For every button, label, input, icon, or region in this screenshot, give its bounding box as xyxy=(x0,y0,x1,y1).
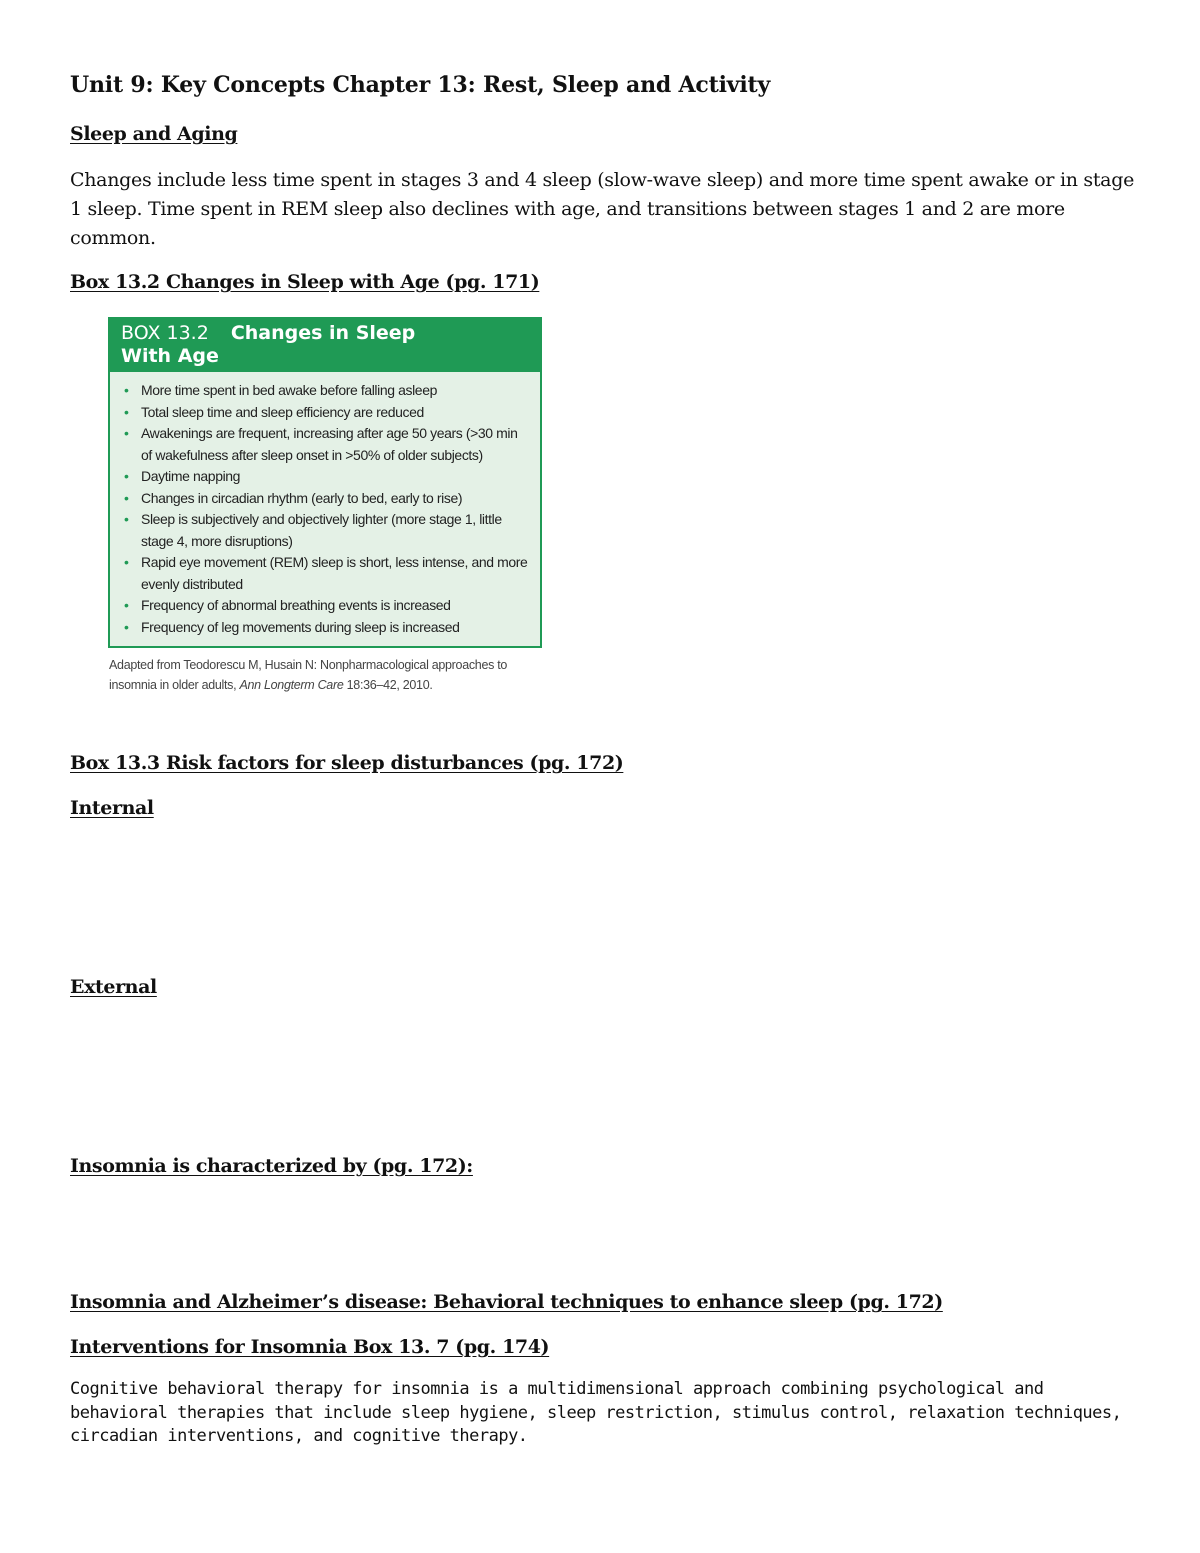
box-list-item-text: Awakenings are frequent, increasing after age 50 years (>30 min of wakefulness after sleep onset in >50% of older subjects) xyxy=(141,425,518,463)
caption-volume: 18:36–42, 2010. xyxy=(343,677,433,692)
sleep-and-aging-paragraph: Changes include less time spent in stages 3 and 4 sleep (slow-wave sleep) and more time spent awake or in stage 1 sleep. Time spent in REM sleep also declines with age, and transitions between stages 1 and 2 are more common. xyxy=(70,169,1135,249)
box-list-item-text: More time spent in bed awake before falling asleep xyxy=(141,382,437,398)
box-list-item-text: Total sleep time and sleep efficiency are reduced xyxy=(141,403,424,420)
heading-external: External xyxy=(70,976,157,998)
box-list-item xyxy=(123,595,530,617)
interventions-paragraph: Cognitive behavioral therapy for insomnia is a multidimensional approach combining psychological and behavioral therapies that include sleep hygiene, sleep restriction, stimulus control, relaxation techniques, circadian interventions, and cognitive therapy. xyxy=(70,1379,1122,1446)
box-list-item xyxy=(123,466,530,488)
heading-interventions: Interventions for Insomnia Box 13. 7 (pg. 174) xyxy=(70,1336,550,1358)
box-list-item-text: Frequency of abnormal breathing events is increased xyxy=(141,597,451,613)
box-list-item-text: Sleep is subjectively and objectively lighter (more stage 1, little stage 4, more disruptions) xyxy=(141,511,502,549)
document-title: Unit 9: Key Concepts Chapter 13: Rest, Sleep and Activity xyxy=(70,72,771,98)
bullet-icon: • xyxy=(124,468,129,484)
box-list-item xyxy=(123,380,530,402)
box-list-item xyxy=(123,552,530,595)
box-list-item-text: Changes in circadian rhythm (early to bed, early to rise) xyxy=(141,489,463,506)
bullet-icon: • xyxy=(124,511,129,527)
box-13-2-list xyxy=(110,372,540,646)
box-list-item xyxy=(123,509,530,552)
bullet-icon: • xyxy=(124,489,129,506)
heading-internal: Internal xyxy=(70,797,154,819)
bullet-icon: • xyxy=(124,554,129,570)
heading-box-13-2: Box 13.2 Changes in Sleep with Age (pg. 171) xyxy=(70,271,540,293)
bullet-icon: • xyxy=(124,425,129,441)
box-13-2-panel xyxy=(108,317,542,648)
bullet-icon: • xyxy=(124,403,129,420)
caption-citation: Adapted from Teodorescu M, Husain N: Nonpharmacological approaches to insomnia in older adults, xyxy=(109,658,508,692)
box-list-item xyxy=(123,423,530,466)
box-list-item-text: Daytime napping xyxy=(141,468,241,484)
bullet-icon: • xyxy=(124,597,129,613)
box-list-item xyxy=(123,402,530,424)
heading-insomnia-alzheimers: Insomnia and Alzheimer’s disease: Behavioral techniques to enhance sleep (pg. 172) xyxy=(70,1291,943,1313)
box-list-item xyxy=(123,617,530,639)
box-13-2-figure xyxy=(108,317,542,695)
caption-journal: Ann Longterm Care xyxy=(239,677,344,692)
box-list-item xyxy=(123,488,530,510)
box-title-line-1: Changes in Sleep xyxy=(230,322,416,344)
box-13-2-header xyxy=(110,319,540,372)
box-list-item-text: Frequency of leg movements during sleep is increased xyxy=(141,618,460,635)
heading-sleep-and-aging: Sleep and Aging xyxy=(70,123,238,145)
heading-insomnia: Insomnia is characterized by (pg. 172): xyxy=(70,1155,473,1177)
heading-box-13-3: Box 13.3 Risk factors for sleep disturbances (pg. 172) xyxy=(70,752,624,774)
box-title-line-2: With Age xyxy=(121,345,219,367)
box-13-2-caption xyxy=(109,656,542,695)
bullet-icon: • xyxy=(124,618,129,635)
box-list-item-text: Rapid eye movement (REM) sleep is short, less intense, and more evenly distributed xyxy=(141,554,528,592)
bullet-icon: • xyxy=(124,382,129,398)
box-number: BOX 13.2 xyxy=(121,322,209,344)
